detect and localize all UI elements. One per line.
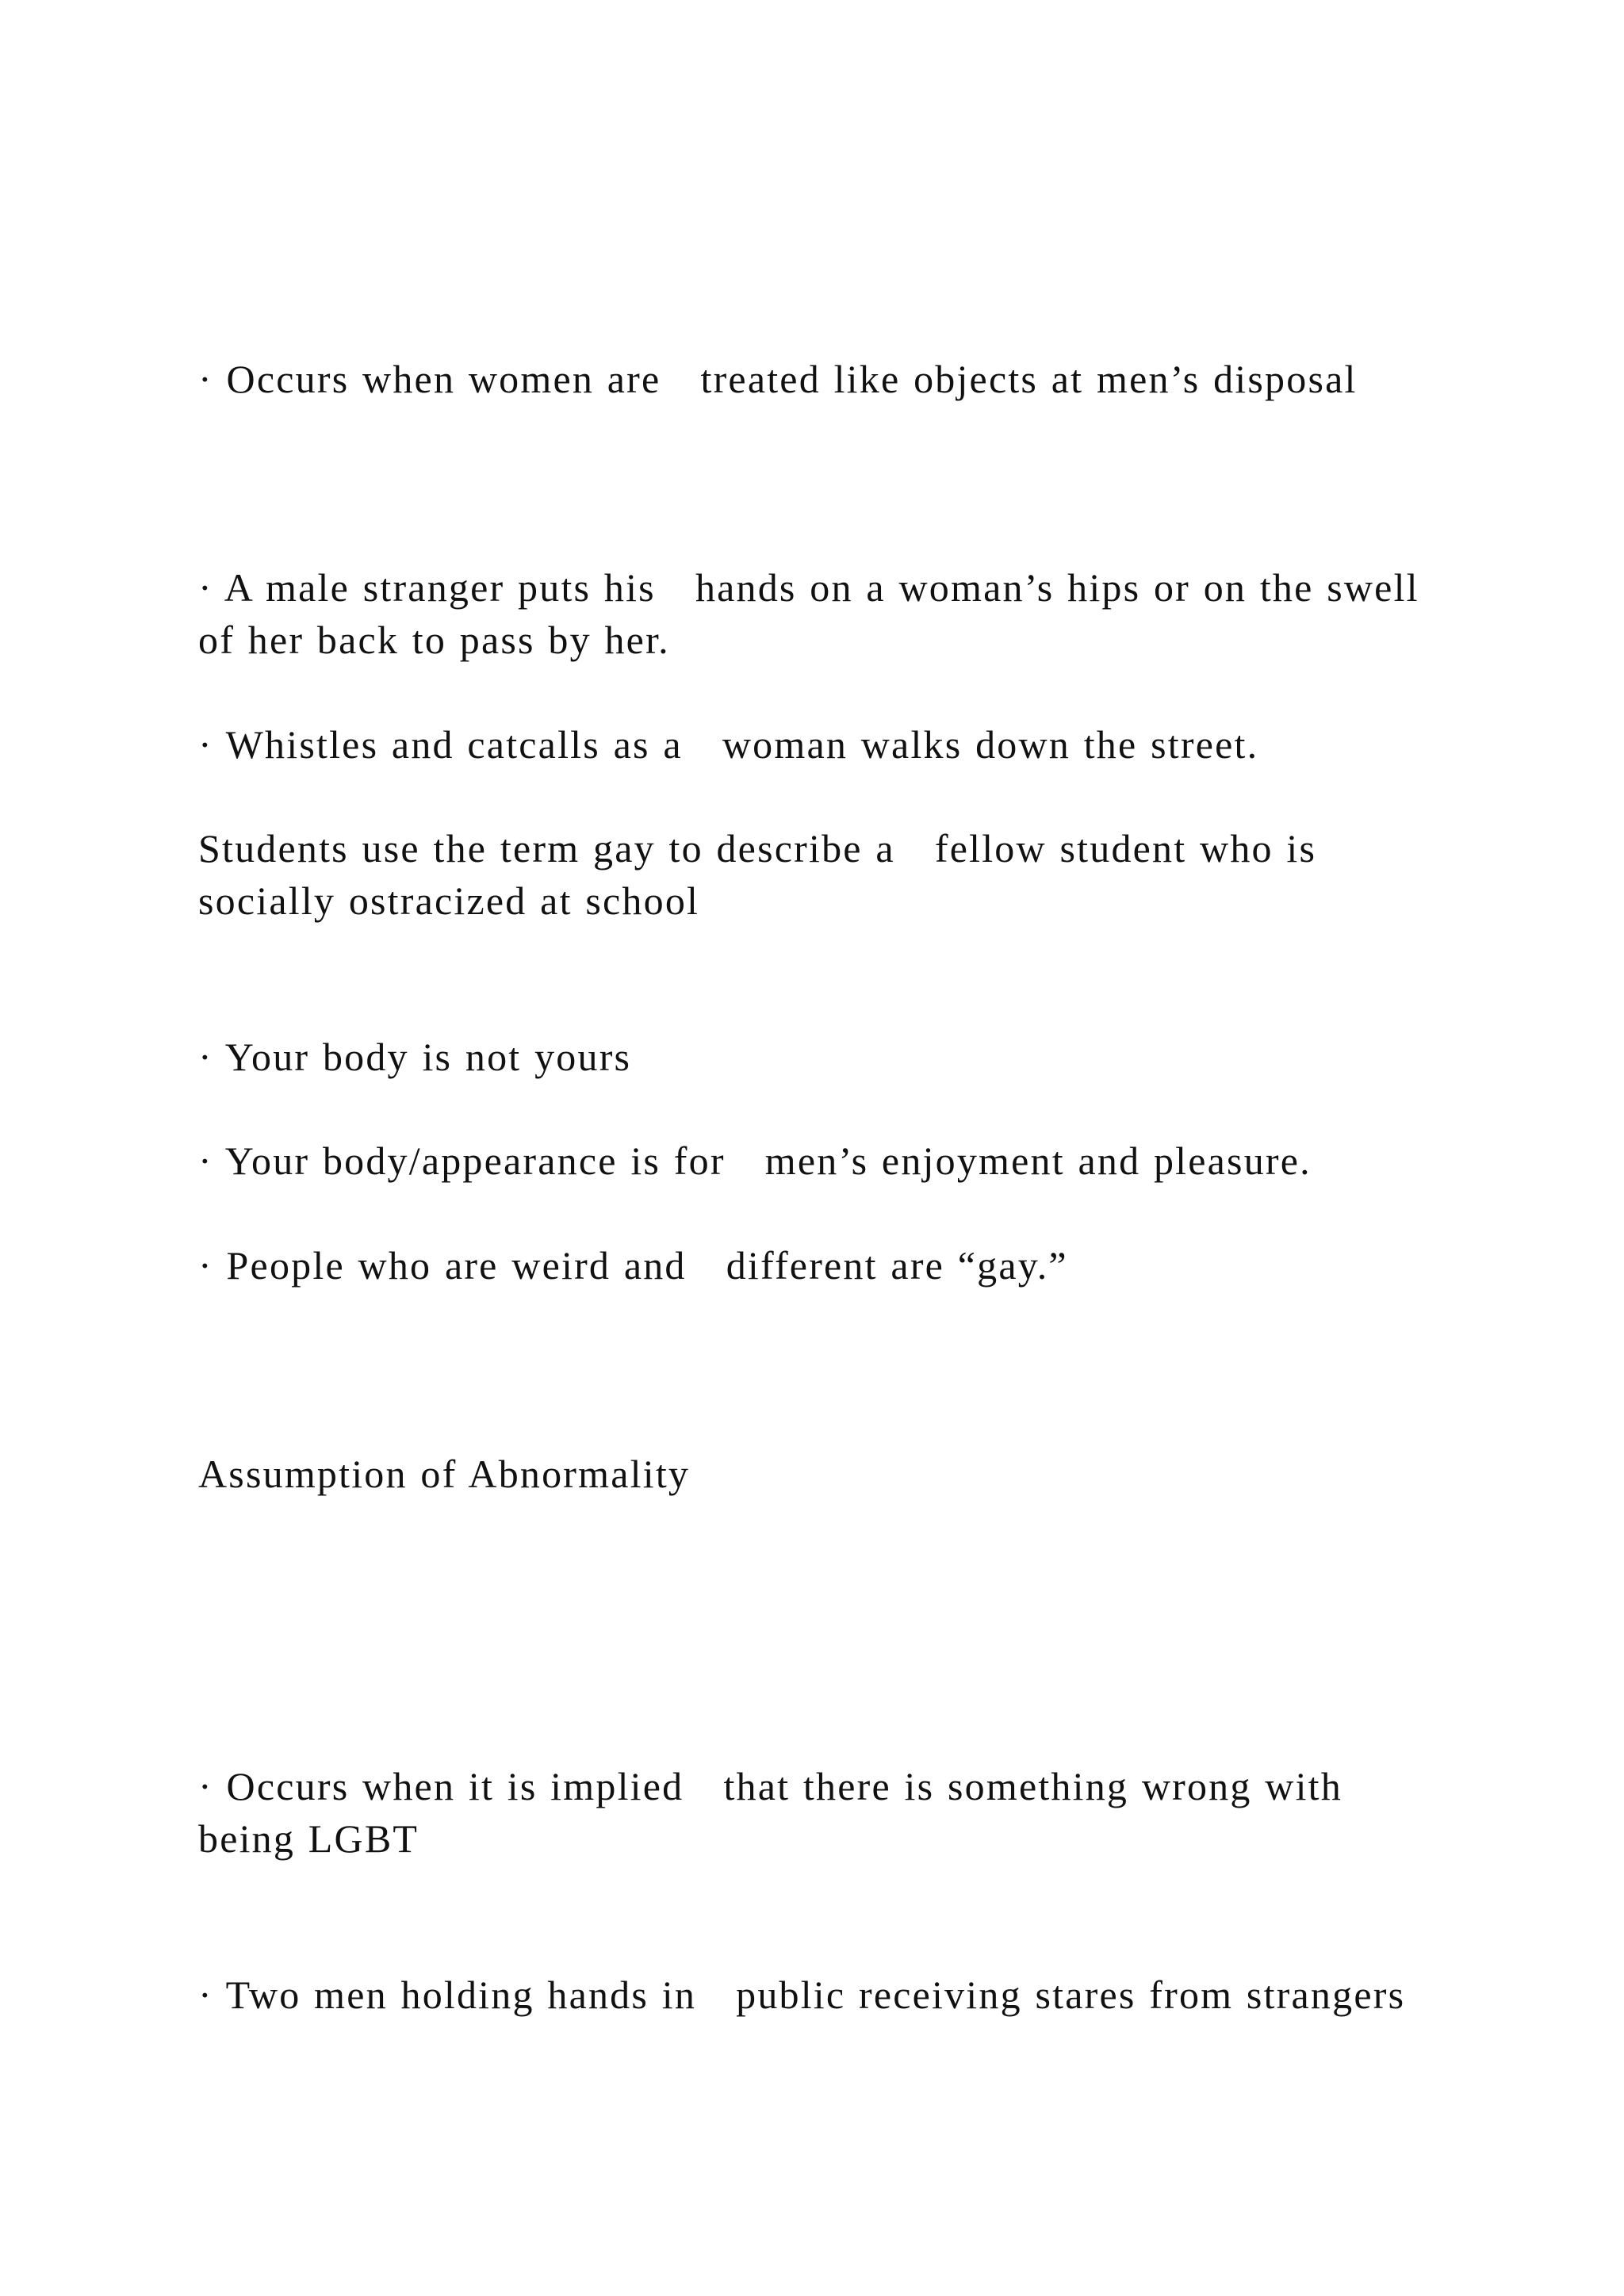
paragraph-objectification-definition: · Occurs when women are treated like objects at men’s disposal — [198, 357, 1358, 401]
paragraph-stranger-hands-example: · A male stranger puts his hands on a woman’s hips or on the swell of her back to pass by her. — [198, 565, 1433, 662]
paragraph-catcalls-example: · Whistles and catcalls as a woman walks down the street. — [198, 722, 1259, 767]
section-heading-assumption-of-abnormality: Assumption of Abnormality — [198, 1452, 691, 1496]
paragraph-abnormality-definition: · Occurs when it is implied that there is something wrong with being LGBT — [198, 1764, 1356, 1861]
paragraph-body-not-yours: · Your body is not yours — [198, 1035, 632, 1079]
paragraph-body-for-men: · Your body/appearance is for men’s enjoyment and pleasure. — [198, 1138, 1312, 1183]
paragraph-gay-term-example: Students use the term gay to describe a fellow student who is socially ostracized at school — [198, 826, 1330, 923]
paragraph-holding-hands-example: · Two men holding hands in public receiving stares from strangers — [198, 1973, 1406, 2017]
paragraph-weird-different-gay: · People who are weird and different are “gay.” — [198, 1243, 1068, 1288]
